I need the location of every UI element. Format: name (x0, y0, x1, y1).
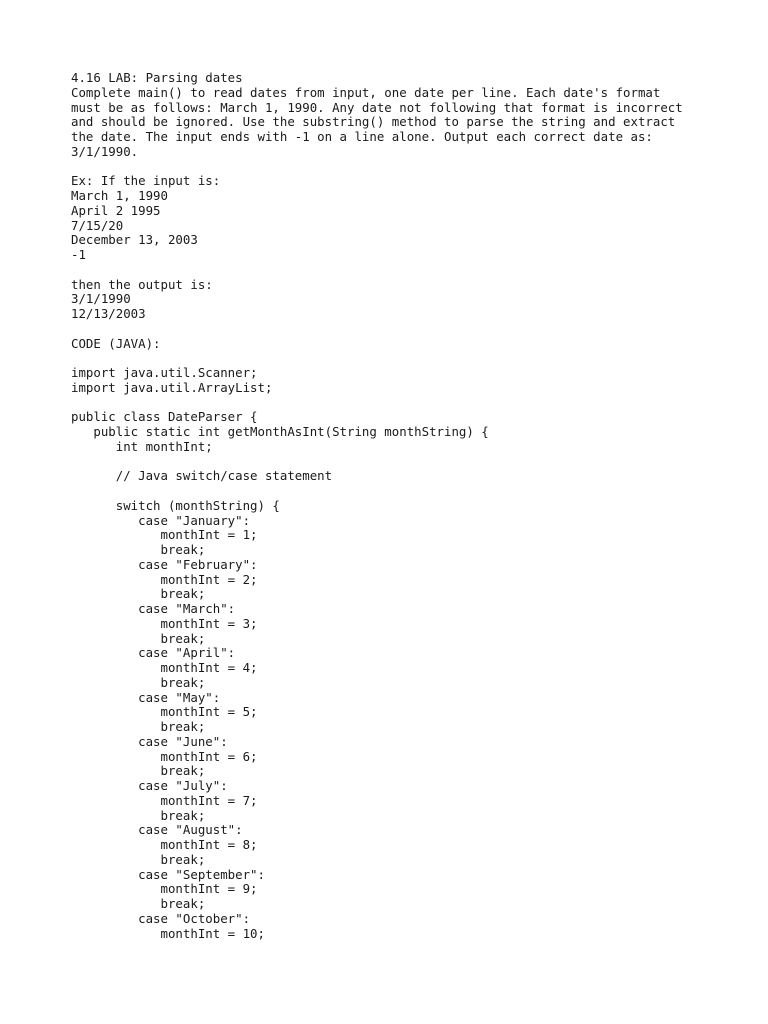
example-output-line: 12/13/2003 (71, 306, 146, 321)
code-line: break; (71, 674, 206, 690)
output-intro: then the output is: (71, 276, 213, 292)
code-line: case "March": (71, 601, 236, 616)
code-line: switch (monthString) { (71, 497, 280, 513)
import-block (71, 366, 751, 396)
description-line: must be as follows: March 1, 1990. Any date not following that format is incorrect (71, 99, 683, 115)
spacer (71, 351, 751, 366)
code-line: monthInt = 3; (71, 615, 258, 631)
import-line: import java.util.Scanner; (71, 365, 258, 380)
spacer (71, 263, 751, 278)
example-intro: Ex: If the input is: (71, 173, 221, 189)
description-line: and should be ignored. Use the substring() method to parse the string and extract (71, 114, 676, 130)
document-page (71, 71, 751, 941)
code-line: case "April": (71, 645, 236, 661)
import-line: import java.util.ArrayList; (71, 379, 273, 395)
code-line: break; (71, 763, 206, 779)
code-line: break; (71, 896, 206, 911)
description-line: Complete main() to read dates from input, one date per line. Each date's format (71, 84, 661, 100)
code-line: case "January": (71, 512, 251, 528)
code-line: break; (71, 586, 206, 602)
code-line: case "June": (71, 733, 228, 749)
code-line: case "February": (71, 556, 258, 572)
code-line: case "August": (71, 822, 243, 838)
code-line: monthInt = 8; (71, 837, 258, 852)
code-line: case "September": (71, 866, 265, 882)
code-line (71, 484, 751, 499)
example-input-line: 7/15/20 (71, 217, 124, 233)
description-line: 3/1/1990. (71, 143, 139, 159)
example-input-line: -1 (71, 247, 86, 262)
code-line: public static int getMonthAsInt(String monthString) { (71, 424, 489, 439)
example-output-line: 3/1/1990 (71, 291, 131, 307)
example-input-block (71, 189, 751, 263)
code-heading: CODE (JAVA): (71, 335, 161, 351)
code-line: monthInt = 7; (71, 792, 258, 808)
code-line: break; (71, 542, 206, 557)
spacer (71, 396, 751, 411)
code-line: break; (71, 807, 206, 823)
description-line: the date. The input ends with -1 on a line alone. Output each correct date as: (71, 129, 653, 144)
code-line: monthInt = 4; (71, 660, 258, 675)
code-line: // Java switch/case statement (71, 468, 333, 484)
code-line: monthInt = 5; (71, 704, 258, 720)
code-line: monthInt = 10; (71, 925, 265, 941)
example-input-line: April 2 1995 (71, 202, 161, 218)
code-line: break; (71, 719, 206, 734)
spacer (71, 160, 751, 175)
code-line: public class DateParser { (71, 409, 258, 425)
code-line: break; (71, 851, 206, 867)
example-output-block (71, 292, 751, 322)
code-line: monthInt = 2; (71, 571, 258, 587)
code-line: case "July": (71, 778, 228, 793)
spacer (71, 322, 751, 337)
example-input-line: December 13, 2003 (71, 232, 198, 248)
example-input-line: March 1, 1990 (71, 188, 168, 203)
code-line: case "May": (71, 689, 221, 705)
code-block (71, 410, 751, 941)
code-line: break; (71, 630, 206, 646)
code-line: monthInt = 6; (71, 748, 258, 764)
code-line (71, 455, 751, 470)
lab-description (71, 86, 751, 160)
code-line: monthInt = 1; (71, 527, 258, 543)
code-line: case "October": (71, 910, 251, 926)
code-line: monthInt = 9; (71, 881, 258, 897)
lab-title: 4.16 LAB: Parsing dates (71, 70, 243, 85)
code-line: int monthInt; (71, 438, 213, 454)
